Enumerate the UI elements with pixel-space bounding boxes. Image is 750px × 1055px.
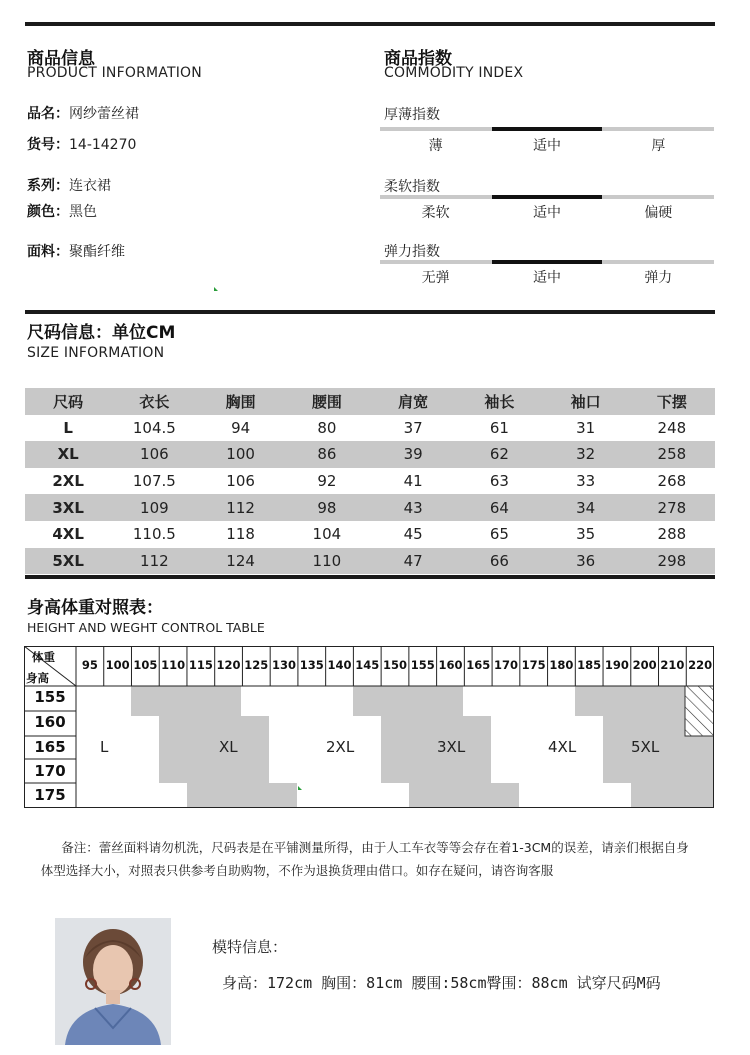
info-label: 品名：	[27, 106, 69, 122]
cell: 98	[317, 498, 337, 517]
elasticity-selected-segment	[492, 260, 602, 264]
weight-125: 125	[244, 658, 269, 672]
green-mark	[298, 786, 302, 790]
weight-185: 185	[577, 658, 602, 672]
table-row	[25, 415, 715, 442]
weight-95: 95	[81, 658, 98, 672]
cell: 100	[226, 445, 255, 464]
info-value: 黑色	[69, 204, 97, 220]
info-value: 网纱蕾丝裙	[69, 106, 139, 122]
weight-210: 210	[660, 658, 685, 672]
cell: 43	[403, 498, 423, 517]
thickness-index-title: 厚薄指数	[384, 107, 440, 123]
cell: 47	[403, 551, 423, 570]
hw-chart	[24, 646, 714, 808]
cell: 298	[657, 551, 687, 570]
info-value: 14-14270	[69, 137, 137, 153]
info-value: 聚酯纤维	[69, 244, 125, 260]
zone-3xl-fill	[353, 686, 519, 808]
weight-170: 170	[493, 658, 518, 672]
cell: 31	[576, 418, 596, 437]
model-info-details: 身高：172cm 胸围：81cm 腰围:58cm臀围：88cm 试穿尺码M码	[222, 974, 661, 992]
info-label: 货号：	[27, 137, 69, 153]
weight-100: 100	[105, 658, 130, 672]
table-row	[25, 494, 715, 521]
zone-label-4xl: 4XL	[548, 738, 577, 756]
top-divider	[25, 22, 715, 26]
cell-size: 4XL	[52, 525, 84, 544]
weight-120: 120	[216, 658, 241, 672]
option-stretch: 弹力	[644, 270, 673, 286]
softness-selected-segment	[492, 195, 602, 199]
option-no-stretch: 无弹	[421, 270, 450, 286]
zone-label-2xl: 2XL	[326, 738, 355, 756]
header-waist: 腰围	[311, 392, 342, 411]
info-row-color	[27, 201, 97, 221]
height-170: 170	[34, 762, 66, 780]
cell: 110	[312, 551, 342, 570]
cell: 92	[317, 472, 337, 491]
cell: 112	[226, 498, 255, 517]
info-row-fabric	[27, 241, 125, 261]
weight-190: 190	[604, 658, 629, 672]
cell: 63	[489, 472, 509, 491]
weight-140: 140	[327, 658, 352, 672]
cell: 112	[140, 551, 169, 570]
size-info-subtitle: SIZE INFORMATION	[27, 345, 165, 361]
cell-size: 5XL	[52, 551, 84, 570]
info-label: 系列：	[27, 178, 69, 194]
cell: 34	[576, 498, 596, 517]
height-160: 160	[34, 713, 66, 731]
option-medium: 适中	[532, 205, 561, 221]
header-hem: 下摆	[656, 392, 687, 411]
cell: 64	[489, 498, 509, 517]
cell: 106	[140, 445, 169, 464]
note-line-2: 体型选择大小，对照表只供参考自助购物，不作为退换货理由借口。如存在疑问，请咨询客服	[40, 863, 554, 878]
weight-160: 160	[438, 658, 463, 672]
cell-size: XL	[57, 445, 79, 464]
weight-115: 115	[188, 658, 213, 672]
cell: 39	[403, 445, 423, 464]
hw-chart-title: 身高体重对照表：	[27, 598, 163, 618]
info-label: 面料：	[27, 244, 69, 260]
corner-height-label: 身高	[26, 671, 49, 685]
cell: 41	[403, 472, 423, 491]
model-photo	[55, 918, 171, 1045]
cell: 33	[576, 472, 596, 491]
corner-weight-label: 体重	[32, 650, 55, 664]
cell: 66	[489, 551, 509, 570]
softness-index-title: 柔软指数	[384, 179, 440, 195]
header-sleeve: 袖长	[484, 392, 515, 411]
elasticity-index-title: 弹力指数	[384, 244, 440, 260]
cell: 80	[317, 418, 337, 437]
option-thin: 薄	[428, 138, 443, 154]
info-value: 连衣裙	[69, 178, 111, 194]
hw-chart-subtitle: HEIGHT AND WEGHT CONTROL TABLE	[27, 620, 265, 635]
cell: 32	[576, 445, 596, 464]
cell: 124	[226, 551, 255, 570]
zone-label-5xl: 5XL	[631, 738, 660, 756]
cell: 65	[489, 525, 509, 544]
weight-145: 145	[355, 658, 380, 672]
cell: 62	[489, 445, 509, 464]
cell: 37	[403, 418, 423, 437]
hatched-corner	[685, 686, 714, 736]
cell: 107.5	[132, 472, 176, 491]
table-row	[25, 521, 715, 548]
thickness-index-options	[380, 135, 714, 155]
weight-180: 180	[549, 658, 574, 672]
zone-label-l: L	[100, 738, 109, 756]
weight-200: 200	[632, 658, 657, 672]
cell: 106	[226, 472, 255, 491]
height-175: 175	[34, 786, 66, 804]
cell: 109	[140, 498, 169, 517]
cell: 268	[657, 472, 687, 491]
cell: 61	[489, 418, 509, 437]
header-size: 尺码	[53, 392, 84, 411]
table-row	[25, 548, 715, 575]
size-table-header	[25, 388, 715, 415]
size-table	[25, 388, 715, 574]
height-165: 165	[34, 738, 66, 756]
weight-155: 155	[410, 658, 435, 672]
thickness-selected-segment	[492, 127, 602, 131]
info-row-series	[27, 175, 111, 195]
product-info-title: 商品信息	[27, 49, 95, 69]
elasticity-index-options	[380, 267, 714, 287]
cell: 258	[657, 445, 687, 464]
cell-size: 2XL	[52, 472, 84, 491]
model-photo-graphic	[55, 918, 171, 1045]
cell: 94	[231, 418, 251, 437]
cell: 45	[403, 525, 423, 544]
elasticity-index-bar	[380, 260, 714, 264]
zone-xl-fill	[131, 686, 297, 808]
header-shoulder: 肩宽	[398, 392, 429, 411]
table-row	[25, 468, 715, 495]
cell: 36	[576, 551, 596, 570]
green-mark	[214, 287, 218, 291]
header-length: 衣长	[139, 392, 170, 411]
model-info-title: 模特信息：	[212, 938, 288, 956]
cell-size: 3XL	[52, 498, 84, 517]
cell: 278	[657, 498, 687, 517]
cell: 248	[657, 418, 687, 437]
option-soft: 柔软	[421, 205, 450, 221]
zone-label-3xl: 3XL	[437, 738, 466, 756]
softness-index-options	[380, 202, 714, 222]
cell: 104	[312, 525, 342, 544]
product-info-subtitle: PRODUCT INFORMATION	[27, 65, 202, 81]
option-thick: 厚	[651, 138, 666, 154]
size-info-title: 尺码信息：单位CM	[27, 323, 176, 343]
cell: 118	[226, 525, 255, 544]
size-section-divider	[25, 310, 715, 314]
info-label: 颜色：	[27, 204, 69, 220]
note-line-1: 备注：蕾丝面料请勿机洗，尺码表是在平铺测量所得，由于人工车衣等等会存在着1-3CM的误差，请亲们根据自身	[61, 840, 689, 855]
commodity-index-subtitle: COMMODITY INDEX	[384, 65, 524, 81]
weight-130: 130	[272, 658, 297, 672]
cell: 288	[657, 525, 687, 544]
cell-size: L	[63, 418, 73, 437]
weight-105: 105	[133, 658, 158, 672]
header-bust: 胸围	[225, 392, 256, 411]
thickness-index-bar	[380, 127, 714, 131]
softness-index-bar	[380, 195, 714, 199]
cell: 110.5	[132, 525, 176, 544]
weight-150: 150	[382, 658, 407, 672]
weight-110: 110	[161, 658, 186, 672]
weight-175: 175	[521, 658, 546, 672]
weight-165: 165	[466, 658, 491, 672]
hw-section-divider	[25, 575, 715, 579]
info-row-sku	[27, 134, 136, 154]
option-stiff: 偏硬	[644, 205, 673, 221]
zone-label-xl: XL	[219, 738, 238, 756]
option-medium: 适中	[532, 138, 561, 154]
header-cuff: 袖口	[570, 392, 601, 411]
cell: 35	[576, 525, 596, 544]
height-155: 155	[34, 688, 66, 706]
info-row-name	[27, 103, 139, 123]
cell: 86	[317, 445, 337, 464]
option-medium: 适中	[532, 270, 561, 286]
cell: 104.5	[132, 418, 176, 437]
commodity-index-title: 商品指数	[384, 49, 452, 69]
weight-135: 135	[299, 658, 324, 672]
table-row	[25, 441, 715, 468]
weight-220: 220	[688, 658, 713, 672]
